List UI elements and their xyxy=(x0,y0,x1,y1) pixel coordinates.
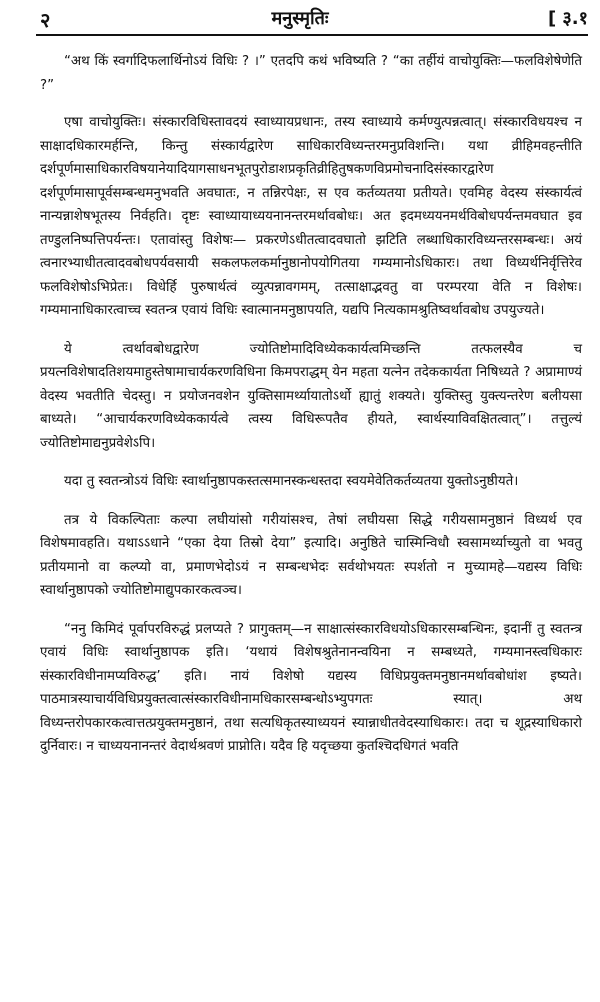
paragraph-5: तत्र ये विकल्पिताः कल्पा लघीयांसो गरीयांसश्च, तेषां लघीयसा सिद्धे गरीयसामनुष्ठानं विध्यर्थ एव विशेषमावहति। यथाऽऽधाने “एका देया तिस्रो देया” इत्यादि। अनुष्ठिते चास्मिन्विधौ स्वसामर्थ्याच्युतो वा भवतु प्रतीयमानो वा कल्प्यो वा, प्रमाणभेदोऽयं न सम्बन्धभेदः सर्वथोभयतः स्पर्शतो न मुच्यामहे—यद्यस्य विधिः स्वार्थानुष्ठापको ज्योतिष्टोमाद्युपकारकत्वञ्च। xyxy=(40,512,582,598)
page-body xyxy=(40,50,582,773)
paragraph-4: यदा तु स्वतन्त्रोऽयं विधिः स्वार्थानुष्ठापकस्तत्समानस्कन्धस्तदा स्वयमेवेतिकर्तव्यतया युक्तोऽनुष्ठीयते। xyxy=(64,474,519,489)
page-header xyxy=(0,0,600,40)
paragraph-3: ये त्वर्थावबोधद्वारेण ज्योतिष्टोमादिविध्येककार्यत्वमिच्छन्ति तत्फलस्यैव च प्रयत्नविशेषादतिशयमाहुस्तेषामाचार्यकरणविधिना किमपराद्धम् येन महता यत्नेन तदेककार्यता निषिध्यते ? अप्रामाण्यं वेदस्य भवतीति चेदस्तु। न प्रयोजनवशेन युक्तिसामर्थ्यायातोऽर्थो ह्यातुं शक्यते। युक्तिस्तु युक्त्यन्तरेण बलीयसा बाध्यते। “आचार्यकरणविध्येककार्यत्वे त्वस्य विधिरूपतैव हीयते, स्वार्थस्याविवक्षितत्वात्”। तत्तुल्यं ज्योतिष्टोमाद्यनुप्रवेशेऽपि। xyxy=(40,341,582,451)
section-reference: [ ३.१ xyxy=(547,8,588,29)
paragraph-2: एषा वाचोयुक्तिः। संस्कारविधिस्तावदयं स्वाध्यायप्रधानः, तस्य स्वाध्याये कर्मण्युत्पन्नत्वात्। संस्कारविधयश्च न साक्षादधिकारमर्हन्ति, किन्तु संस्कार्यद्वारेण साधिकारविध्यन्तरमनुप्रविशन्ति। यथा व्रीहिमवहन्तीति दर्शपूर्णमासाधिकारविषयानेयादियागसाधनभूतपुरोडाशप्रकृतिव्रीहितुषकणविप्रमोचनादिसंस्कारद्वारेण दर्शपूर्णमासापूर्वसम्बन्धमनुभवति अवघातः, न तन्निरपेक्षः, स एव कर्तव्यतया प्रतीयते। एवमिह वेदस्य संस्कार्यत्वं नान्यन्नाशेषभूतस्य निर्वहति। दृष्टः स्वाध्यायाध्ययनानन्तरमर्थावबोधः। अत इदमध्ययनमर्थविबोधपर्यन्तमवघात इव तण्डुलनिष्पत्तिपर्यन्तः। एतावांस्तु विशेषः— प्रकरणेऽधीतत्वादवघातो झटिति लब्धाधिकारविध्यन्तरसम्बन्धः। अयं त्वनारभ्याधीतत्वादवबोधपर्यवसायी सकलफलकर्मानुष्ठानोपयोगितया गम्यमानोऽधिकारः। तथा विध्यर्थनिर्वृत्तिरेव फलविशेषोऽभिप्रेतः। विधेर्हि पुरुषार्थत्वं व्युत्पन्नावगमम्, तत्साक्षाद्भवतु वा परम्परया वेति न विशेषः। गम्यमानाधिकारत्वाच्च स्वतन्त्र एवायं विधिः स्वात्मानमनुष्ठापयति, यद्यपि नित्यकामश्रुतिष्वर्थावबोध उपयुज्यते। xyxy=(40,115,582,318)
paragraph-6: “ननु किमिदं पूर्वापरविरुद्धं प्रलप्यते ? प्रागुक्तम्—न साक्षात्संस्कारविधयोऽधिकारसम्बन्धिनः, इदानीं तु स्वतन्त्र एवायं विधिः स्वार्थानुष्ठापक इति। ‘यथायं विशेषश्रुतेनानन्वयिना न सम्बध्यते, गम्यमानस्त्वधिकारः संस्कारविधीनामप्यविरुद्ध’ इति। नायं विशेषो यद्यस्य विधिप्रयुक्तमनुष्ठानमर्थावबोधांश इष्यते। पाठमात्रस्याचार्यविधिप्रयुक्तत्वात्संस्कारविधीनामधिकारसम्बन्धोऽभ्युपगतः स्यात्। अथ विध्यन्तरोपकारकत्वात्तत्प्रयुक्तमनुष्ठानं, तथा सत्यधिकृतस्याध्ययनं स्यान्नाधीतवेदस्याधिकारः। तदा च शूद्रस्याधिकारो दुर्निवारः। न चाध्ययनानन्तरं वेदार्थश्रवणं प्राप्नोति। यदैव हि यदृच्छया कुतश्चिदधिगतं भवति xyxy=(40,621,582,754)
page-number: २ xyxy=(40,8,51,32)
header-rule xyxy=(36,34,588,36)
running-title: मनुस्मृतिः xyxy=(271,8,329,29)
paragraph-1: “अथ किं स्वर्गादिफलार्थिनोऽयं विधिः ? ।” एतदपि कथं भविष्यति ? “का तर्हीयं वाचोयुक्तिः—फलविशेषेणेति ?” xyxy=(40,54,582,93)
